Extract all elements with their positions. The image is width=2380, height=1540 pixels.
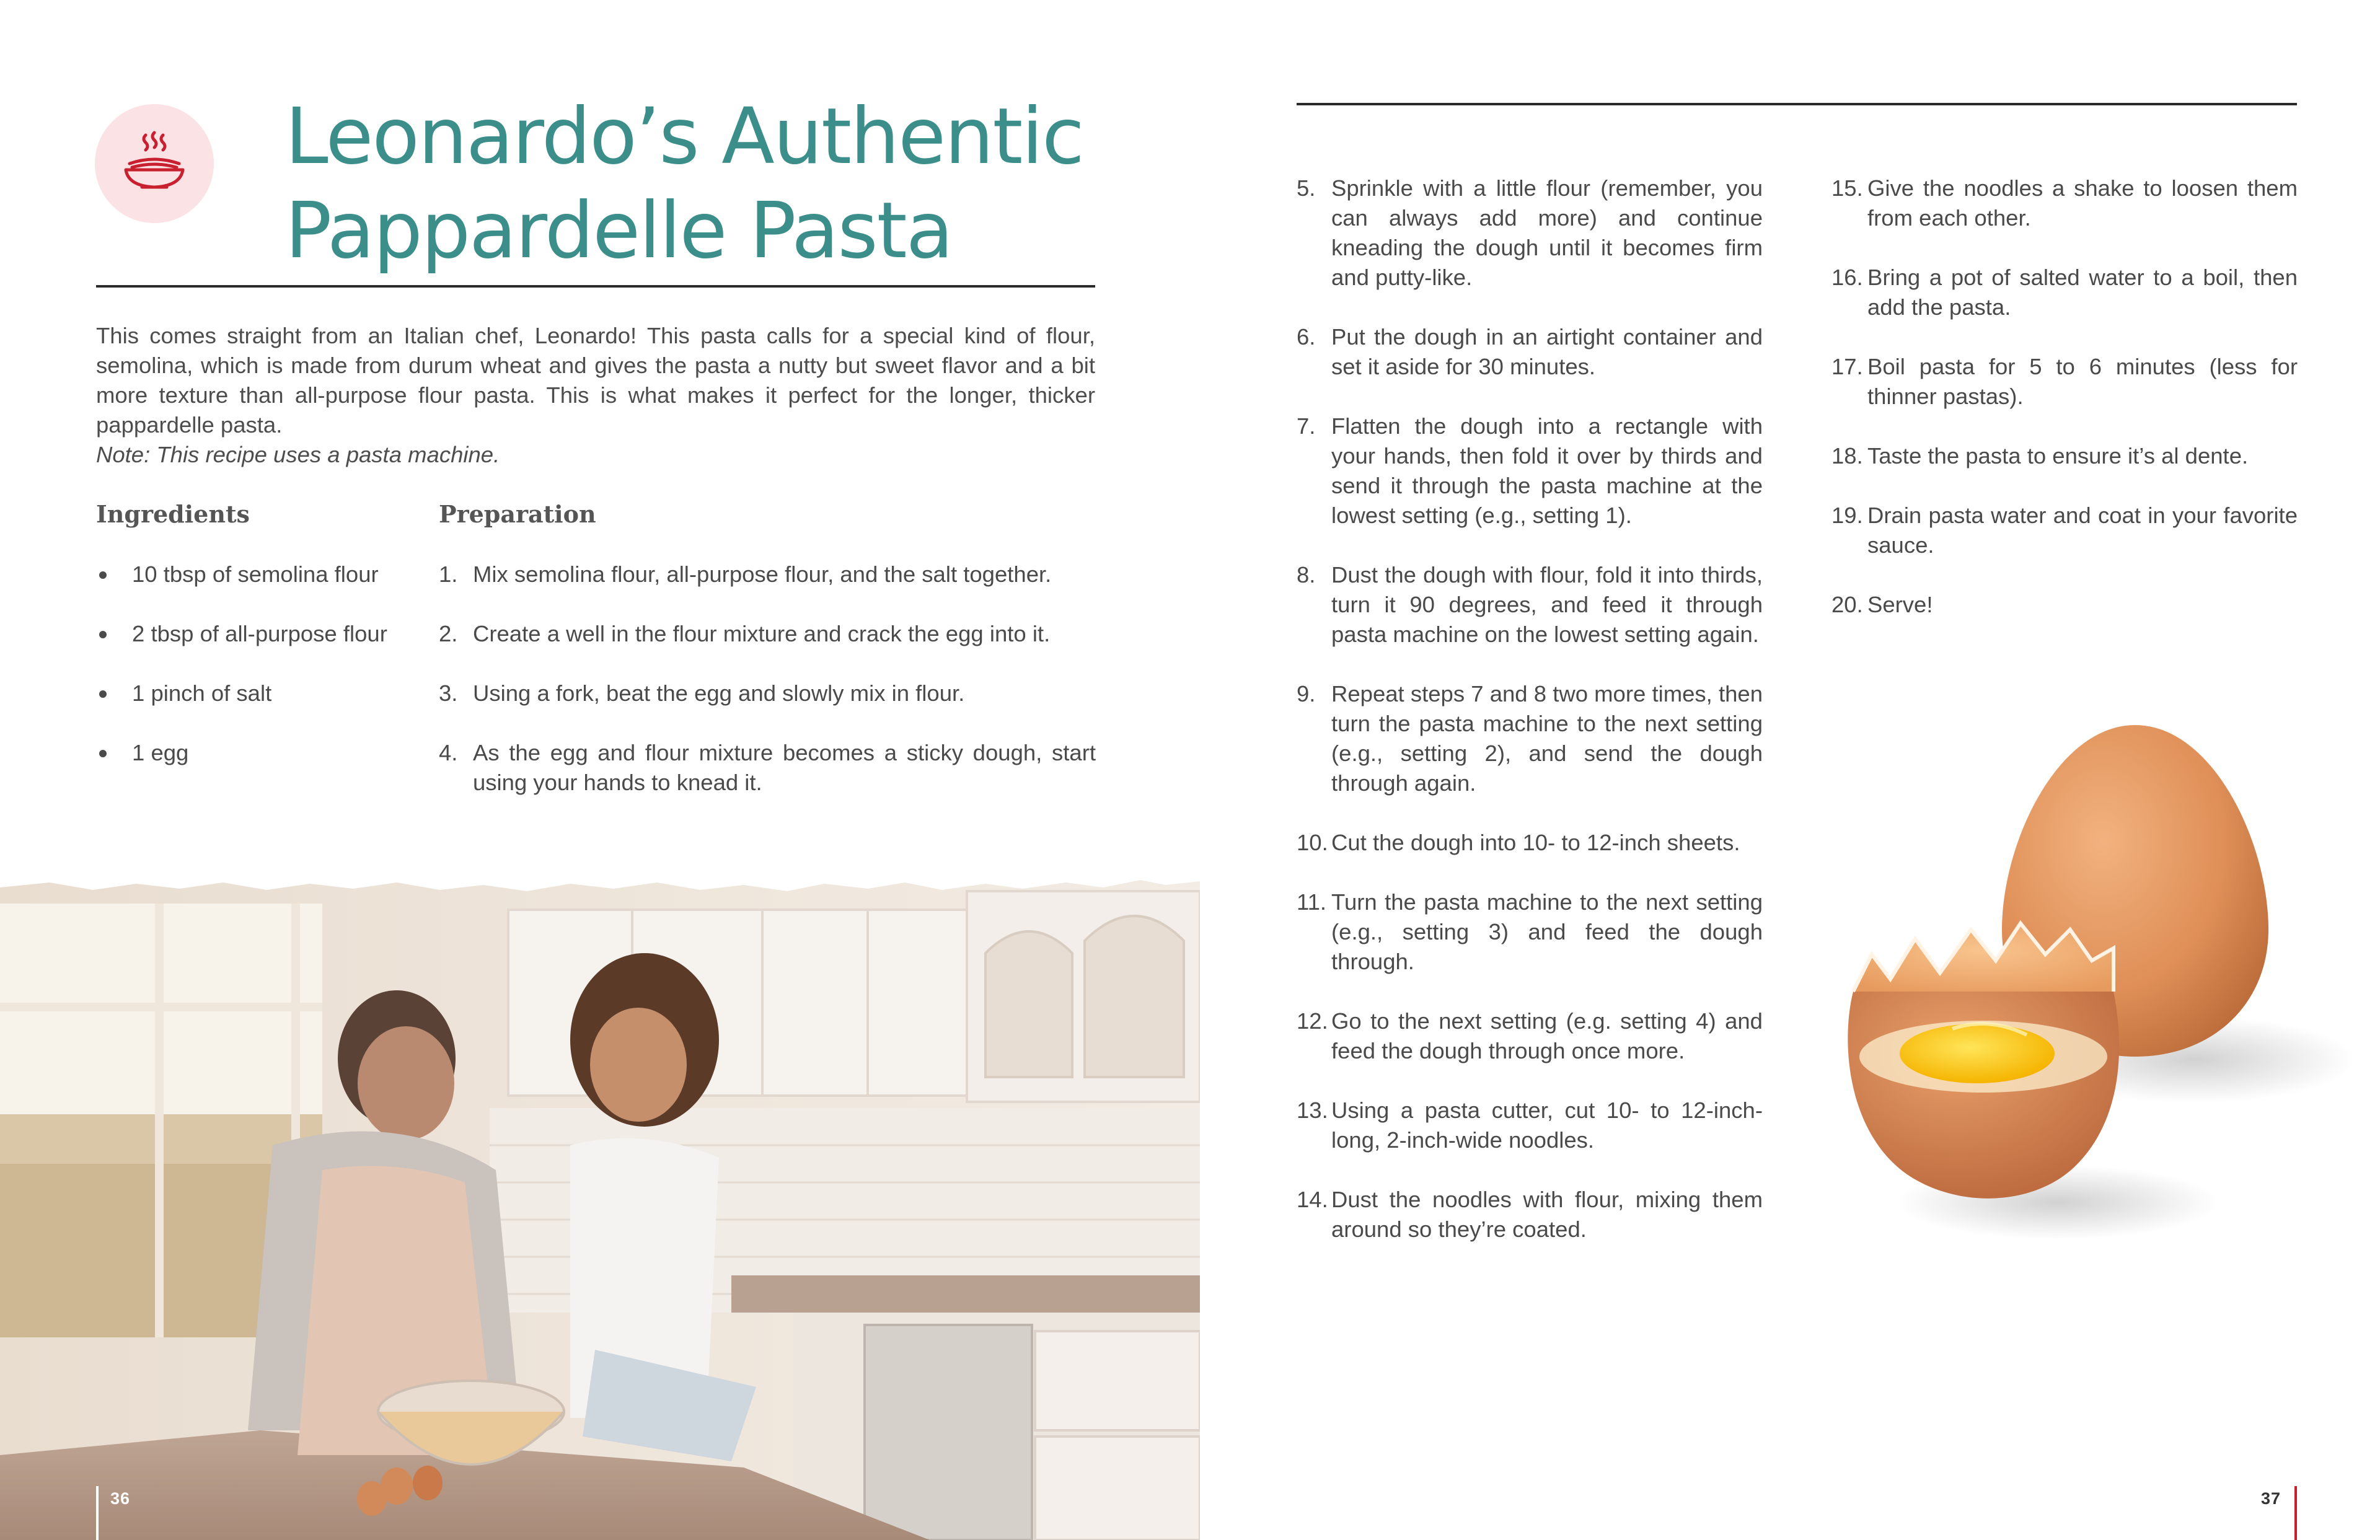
prep-step: [439, 738, 1096, 798]
preparation-steps-column-2: [1297, 174, 1763, 1274]
step-text: Give the noodles a shake to loosen them from each other.: [1867, 175, 2298, 231]
step-text: As the egg and flour mixture becomes a sticky dough, start using your hands to knead it.: [473, 740, 1096, 795]
step-text: Sprinkle with a little flour (remember, you can always add more) and continue kneading the dough until it becomes firm and putty-like.: [1331, 175, 1763, 290]
step-number: 11.: [1297, 889, 1327, 915]
step-number: 2.: [439, 621, 458, 646]
preparation-steps-column-3: [1831, 174, 2298, 649]
page-number-bar-right: [2294, 1486, 2297, 1540]
prep-step: [1831, 441, 2298, 471]
step-text: Using a fork, beat the egg and slowly mix in flour.: [473, 680, 965, 706]
pasta-bowl-icon-badge: [95, 104, 214, 223]
step-number: 8.: [1297, 562, 1316, 587]
step-text: Drain pasta water and coat in your favorite sauce.: [1867, 503, 2298, 558]
prep-step: [1297, 411, 1763, 530]
step-text: Repeat steps 7 and 8 two more times, then turn the pasta machine to the next setting (e.g., setting 2), and send the dough through again.: [1331, 681, 1763, 796]
ingredient-item: 1 pinch of salt: [96, 679, 418, 738]
step-text: Flatten the dough into a rectangle with your hands, then fold it over by thirds and send it through the pasta machine at the lowest setting (e.g., setting 1).: [1331, 413, 1763, 528]
preparation-heading: Preparation: [439, 500, 596, 528]
step-number: 13.: [1297, 1098, 1328, 1123]
step-number: 9.: [1297, 681, 1316, 706]
recipe-intro: [96, 321, 1095, 470]
preparation-steps-column-1: [439, 560, 1096, 827]
prep-step: [1297, 828, 1763, 858]
ingredient-item: 10 tbsp of semolina flour: [96, 560, 418, 619]
step-text: Put the dough in an airtight container and set it aside for 30 minutes.: [1331, 324, 1763, 379]
step-number: 6.: [1297, 324, 1316, 350]
step-text: Boil pasta for 5 to 6 minutes (less for thinner pastas).: [1867, 354, 2298, 409]
step-number: 4.: [439, 740, 458, 765]
step-number: 19.: [1831, 503, 1863, 528]
prep-step: [1831, 352, 2298, 411]
right-page-top-rule: [1297, 103, 2297, 105]
step-number: 3.: [439, 680, 458, 706]
kitchen-photo: [0, 879, 1200, 1540]
step-number: 14.: [1297, 1187, 1328, 1212]
prep-step: [1297, 322, 1763, 382]
step-text: Cut the dough into 10- to 12-inch sheets.: [1331, 830, 1740, 855]
step-number: 1.: [439, 561, 458, 587]
step-number: 5.: [1297, 175, 1316, 201]
step-number: 10.: [1297, 830, 1328, 855]
prep-step: [1297, 174, 1763, 293]
prep-step: [439, 619, 1096, 649]
prep-step: [1297, 679, 1763, 798]
step-text: Taste the pasta to ensure it’s al dente.: [1867, 443, 2249, 469]
step-text: Create a well in the flour mixture and crack the egg into it.: [473, 621, 1051, 646]
prep-step: [1831, 501, 2298, 560]
step-number: 7.: [1297, 413, 1316, 439]
prep-step: [1297, 1096, 1763, 1155]
step-number: 15.: [1831, 175, 1863, 201]
step-text: Using a pasta cutter, cut 10- to 12-inch-long, 2-inch-wide noodles.: [1331, 1098, 1763, 1153]
prep-step: [1297, 560, 1763, 649]
step-number: 18.: [1831, 443, 1863, 469]
title-divider: [96, 285, 1095, 288]
prep-step: [439, 679, 1096, 708]
page-number-right: 37: [2261, 1489, 2281, 1508]
ingredient-item: 1 egg: [96, 738, 418, 798]
intro-text: This comes straight from an Italian chef, Leonardo! This pasta calls for a special kind of flour, semolina, which is made from durum wheat and gives the pasta a nutty but sweet flavor and a bit more texture than all-purpose flour pasta. This is what makes it perfect for the longer, thicker pappardelle pasta.: [96, 323, 1095, 438]
page-number-bar-left: [96, 1486, 99, 1540]
recipe-title: [285, 90, 1091, 278]
prep-step: [1297, 1185, 1763, 1244]
step-text: Mix semolina flour, all-purpose flour, and the salt together.: [473, 561, 1052, 587]
recipe-title-line-2: Pappardelle Pasta: [285, 186, 953, 276]
prep-step: [1831, 263, 2298, 322]
ingredients-list: [96, 560, 418, 798]
egg-photo: [1797, 694, 2355, 1252]
prep-step: [1831, 590, 2298, 620]
intro-note: Note: This recipe uses a pasta machine.: [96, 442, 500, 467]
step-text: Dust the noodles with flour, mixing them around so they’re coated.: [1331, 1187, 1763, 1242]
step-text: Dust the dough with flour, fold it into thirds, turn it 90 degrees, and feed it through pasta machine on the lowest setting again.: [1331, 562, 1763, 647]
ingredients-heading: Ingredients: [96, 500, 250, 528]
pasta-bowl-icon: [117, 126, 192, 201]
page-number-left: 36: [110, 1489, 131, 1508]
prep-step: [1831, 174, 2298, 233]
ingredient-item: 2 tbsp of all-purpose flour: [96, 619, 418, 679]
step-number: 12.: [1297, 1008, 1328, 1034]
step-number: 20.: [1831, 592, 1863, 617]
prep-step: [1297, 1006, 1763, 1066]
step-text: Serve!: [1867, 592, 1933, 617]
step-text: Bring a pot of salted water to a boil, then add the pasta.: [1867, 265, 2298, 320]
step-text: Turn the pasta machine to the next setting (e.g., setting 3) and feed the dough through.: [1331, 889, 1763, 974]
prep-step: [1297, 887, 1763, 977]
step-text: Go to the next setting (e.g. setting 4) and feed the dough through once more.: [1331, 1008, 1763, 1063]
prep-step: [439, 560, 1096, 589]
step-number: 17.: [1831, 354, 1863, 379]
step-number: 16.: [1831, 265, 1863, 290]
recipe-title-line-1: Leonardo’s Authentic: [285, 92, 1083, 182]
